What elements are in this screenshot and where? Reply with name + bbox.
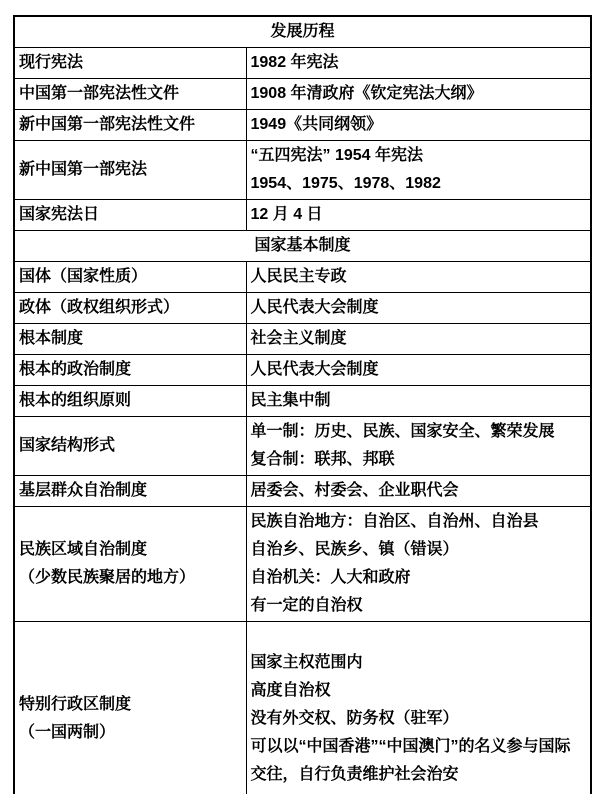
row-label-cell — [14, 293, 246, 324]
value-line: “五四宪法” 1954 年宪法 — [250, 147, 423, 164]
value-line: 1954、1975、1978、1982 — [250, 175, 441, 192]
row-label-cell — [14, 141, 246, 200]
table-row — [14, 622, 591, 794]
value-line: 有一定的自治权 — [250, 597, 363, 614]
row-label-cell — [14, 200, 246, 231]
value-line: 民主集中制 — [250, 392, 331, 409]
label-line: 政体（政权组织形式） — [19, 299, 180, 316]
label-line: 中国第一部宪法性文件 — [19, 85, 180, 102]
value-line: 社会主义制度 — [250, 330, 347, 347]
value-line: 12 月 4 日 — [250, 206, 323, 223]
label-line: 现行宪法 — [19, 54, 84, 71]
row-label-cell — [14, 110, 246, 141]
label-line: （一国两制） — [19, 724, 116, 741]
row-value-cell — [246, 355, 591, 386]
label-line: 新中国第一部宪法性文件 — [19, 116, 196, 133]
label-line: 特别行政区制度 — [19, 696, 132, 713]
row-value-cell — [246, 262, 591, 293]
section-header: 国家基本制度 — [14, 231, 591, 262]
row-label-cell — [14, 79, 246, 110]
value-line: 自治乡、民族乡、镇（错误） — [250, 541, 459, 558]
value-line: 自治机关：人大和政府 — [250, 569, 411, 586]
row-label-cell — [14, 48, 246, 79]
table-row — [14, 386, 591, 417]
row-label-cell — [14, 417, 246, 476]
label-line: 国家宪法日 — [19, 206, 100, 223]
row-label-cell — [14, 262, 246, 293]
value-line: 单一制：历史、民族、国家安全、繁荣发展 — [250, 423, 555, 440]
row-value-cell — [246, 200, 591, 231]
table-row — [14, 355, 591, 386]
row-value-cell — [246, 417, 591, 476]
table-row — [14, 262, 591, 293]
table-row — [14, 324, 591, 355]
row-value-cell — [246, 293, 591, 324]
value-line: 民族自治地方：自治区、自治州、自治县 — [250, 513, 539, 530]
label-line: 民族区域自治制度 — [19, 541, 148, 558]
label-line: 国家结构形式 — [19, 437, 116, 454]
label-line: 根本制度 — [19, 330, 84, 347]
row-label-cell — [14, 386, 246, 417]
table-row — [14, 48, 591, 79]
table-row — [14, 293, 591, 324]
table-body — [14, 16, 591, 794]
value-line: 人民代表大会制度 — [250, 361, 379, 378]
value-line: 1908 年清政府《钦定宪法大纲》 — [250, 85, 483, 102]
value-line: 人民代表大会制度 — [250, 299, 379, 316]
table-row — [14, 141, 591, 200]
value-line: 1949《共同纲领》 — [250, 116, 383, 133]
constitution-notes-table — [13, 15, 592, 794]
table-row — [14, 110, 591, 141]
table-row — [14, 200, 591, 231]
row-value-cell — [246, 110, 591, 141]
value-line: 复合制：联邦、邦联 — [250, 451, 395, 468]
row-value-cell — [246, 48, 591, 79]
label-line: 根本的组织原则 — [19, 392, 132, 409]
row-label-cell — [14, 324, 246, 355]
value-line: 国家主权范围内 — [250, 654, 363, 671]
table-row — [14, 507, 591, 622]
value-line: 人民民主专政 — [250, 268, 347, 285]
row-label-cell — [14, 507, 246, 622]
table-row — [14, 79, 591, 110]
section-header-row — [14, 16, 591, 48]
value-line: 没有外交权、防务权（驻军） — [250, 710, 459, 727]
label-line: 根本的政治制度 — [19, 361, 132, 378]
section-header: 发展历程 — [14, 16, 591, 48]
label-line: 国体（国家性质） — [19, 268, 148, 285]
row-value-cell — [246, 79, 591, 110]
label-line: （少数民族聚居的地方） — [19, 569, 196, 586]
value-line: 1982 年宪法 — [250, 54, 339, 71]
value-line: 高度自治权 — [250, 682, 331, 699]
table-row — [14, 417, 591, 476]
row-value-cell — [246, 622, 591, 794]
row-value-cell — [246, 324, 591, 355]
value-line: 居委会、村委会、企业职代会 — [250, 482, 459, 499]
row-value-cell — [246, 386, 591, 417]
label-line: 新中国第一部宪法 — [19, 161, 148, 178]
row-value-cell — [246, 507, 591, 622]
row-label-cell — [14, 622, 246, 794]
value-line: 可以以“中国香港”“中国澳门”的名义参与国际交往，自行负责维护社会治安 — [250, 738, 571, 783]
table-row — [14, 476, 591, 507]
section-header-row — [14, 231, 591, 262]
row-label-cell — [14, 355, 246, 386]
row-value-cell — [246, 476, 591, 507]
row-value-cell — [246, 141, 591, 200]
label-line: 基层群众自治制度 — [19, 482, 148, 499]
row-label-cell — [14, 476, 246, 507]
